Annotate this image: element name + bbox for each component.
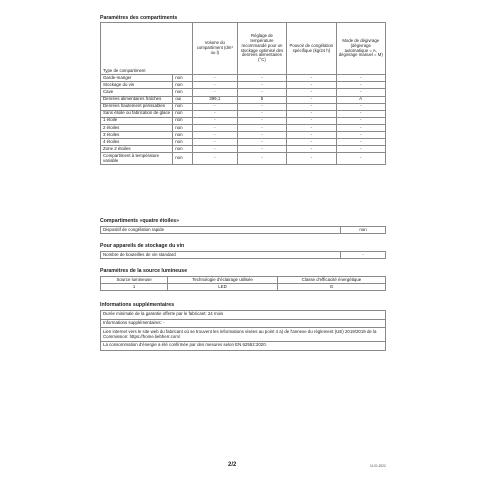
wine-bottles-value: -: [341, 252, 386, 259]
compartment-volume: -: [192, 132, 237, 139]
compartment-volume: -: [192, 117, 237, 124]
compartment-present: non: [173, 124, 193, 131]
compartment-name: 2 étoiles: [101, 124, 173, 131]
header-defrost: Mode de dégivrage (dégivrage automatique = A, dégivrage manuel = M): [336, 23, 386, 75]
light-class-value: G: [277, 284, 385, 291]
compartment-name: Sans étoile ou fabrication de glace: [101, 110, 173, 117]
compartment-present: non: [173, 146, 193, 153]
compartment-name: Denrées hautement périssables: [101, 103, 173, 110]
compartment-temp: -: [237, 146, 287, 153]
compartment-freeze: -: [287, 103, 336, 110]
compartment-volume: -: [192, 153, 237, 165]
compartment-defrost: -: [336, 75, 386, 82]
compartment-volume: -: [192, 89, 237, 96]
compartment-freeze: -: [287, 89, 336, 96]
compartment-volume: -: [192, 124, 237, 131]
link-description: Lien internet vers le site web du fabricant où se trouvent les informations visées au point 4 a) de l'annexe du règlement (UE) 2019/2019 de la Commission:: [103, 328, 377, 339]
compartment-freeze: -: [287, 132, 336, 139]
manufacturer-link[interactable]: https://home.liebherr.com/: [129, 333, 181, 339]
compartment-freeze: -: [287, 153, 336, 165]
compartments-table: [100, 22, 386, 165]
compartment-name: 3 étoiles: [101, 132, 173, 139]
compartment-defrost: A: [336, 96, 386, 103]
table-row: [101, 110, 386, 117]
compartment-defrost: -: [336, 103, 386, 110]
compartment-temp: -: [237, 124, 287, 131]
compartment-present: non: [173, 89, 193, 96]
light-header-row: [101, 277, 386, 284]
compartment-volume: -: [192, 82, 237, 89]
compartment-present: non: [173, 82, 193, 89]
compartment-name: Denrées alimentaires fraîches: [101, 96, 173, 103]
table-row: [101, 146, 386, 153]
compartment-name: Cave: [101, 89, 173, 96]
document-date: 11.01.2022: [370, 464, 386, 468]
light-header-class: Classe d'efficacité énergétique: [277, 277, 385, 284]
compartment-name: Compartiment à température variable: [101, 153, 173, 165]
compartment-freeze: -: [287, 117, 336, 124]
header-temp: Réglage de température recommandé pour un stockage optimisé des denrées alimentaires (°C): [237, 23, 287, 75]
light-source-value: 1: [101, 284, 168, 291]
extra-title: Informations supplémentaires: [100, 302, 175, 308]
energy-text: La consommation d'énergie a été confirmée par des mesures selon EN 62552:2020.: [101, 342, 386, 351]
extra-table: [100, 310, 386, 351]
compartment-freeze: -: [287, 124, 336, 131]
light-header-tech: Technologie d'éclairage utilisée: [168, 277, 278, 284]
table-row: [101, 139, 386, 146]
table-row: [101, 311, 386, 320]
compartment-present: non: [173, 139, 193, 146]
wine-table: [100, 251, 386, 259]
compartment-temp: -: [237, 75, 287, 82]
compartment-volume: 399,1: [192, 96, 237, 103]
compartment-present: non: [173, 103, 193, 110]
table-row: [101, 124, 386, 131]
compartment-defrost: -: [336, 89, 386, 96]
quick-freeze-label: Dispositif de congélation rapide: [101, 227, 341, 234]
compartment-temp: -: [237, 153, 287, 165]
compartment-defrost: -: [336, 110, 386, 117]
compartment-defrost: -: [336, 82, 386, 89]
compartment-temp: -: [237, 117, 287, 124]
four-star-title: Compartiments «quatre étoiles»: [100, 218, 179, 224]
compartment-name: Garde-manger: [101, 75, 173, 82]
compartment-temp: -: [237, 103, 287, 110]
compartment-present: non: [173, 117, 193, 124]
table-row: [101, 117, 386, 124]
compartment-temp: -: [237, 110, 287, 117]
compartment-present: non: [173, 153, 193, 165]
table-row: [101, 96, 386, 103]
header-volume: Volume du compartiment (dm³ ou l): [192, 23, 237, 75]
compartment-temp: -: [237, 89, 287, 96]
warranty-text: Durée minimale de la garantie offerte par le fabricant: 24 mois: [101, 311, 386, 320]
light-table: [100, 276, 386, 291]
compartment-temp: -: [237, 139, 287, 146]
table-row: [101, 319, 386, 328]
quick-freeze-value: non: [341, 227, 386, 234]
compartment-defrost: -: [336, 139, 386, 146]
compartment-temp: -: [237, 132, 287, 139]
compartment-present: non: [173, 132, 193, 139]
compartment-name: 4 étoiles: [101, 139, 173, 146]
compartment-volume: -: [192, 103, 237, 110]
light-header-source: Source lumineuse: [101, 277, 168, 284]
compartment-volume: -: [192, 110, 237, 117]
compartment-defrost: -: [336, 153, 386, 165]
table-row: [101, 75, 386, 82]
table-row: [101, 132, 386, 139]
compartments-body: [101, 75, 386, 165]
compartment-defrost: -: [336, 124, 386, 131]
compartment-name: Stockage du vin: [101, 82, 173, 89]
table-row: [101, 103, 386, 110]
light-tech-value: LED: [168, 284, 278, 291]
compartment-present: non: [173, 75, 193, 82]
table-row: [101, 153, 386, 165]
compartment-freeze: -: [287, 139, 336, 146]
light-value-row: [101, 284, 386, 291]
manufacturer-link-cell: [101, 328, 386, 342]
compartment-temp: -: [237, 82, 287, 89]
light-title: Paramètres de la source lumineuse: [100, 268, 188, 274]
compartment-volume: -: [192, 146, 237, 153]
table-row: [101, 227, 386, 234]
additional-info-text: Informations supplémentaires: -: [101, 319, 386, 328]
compartment-defrost: -: [336, 146, 386, 153]
page-number: 2/2: [228, 462, 237, 468]
compartment-freeze: -: [287, 146, 336, 153]
table-row: [101, 328, 386, 342]
wine-title: Pour appareils de stockage du vin: [100, 243, 185, 249]
compartments-header-row: [101, 23, 386, 75]
compartment-present: non: [173, 110, 193, 117]
header-type: Type de compartiment: [101, 23, 193, 75]
compartment-freeze: -: [287, 75, 336, 82]
table-row: [101, 89, 386, 96]
compartment-defrost: -: [336, 132, 386, 139]
compartment-temp: 5: [237, 96, 287, 103]
compartment-freeze: -: [287, 82, 336, 89]
compartment-volume: -: [192, 139, 237, 146]
compartment-present: oui: [173, 96, 193, 103]
compartment-freeze: -: [287, 110, 336, 117]
header-freeze: Pouvoir de congélation spécifique (kg/24 h): [287, 23, 336, 75]
table-row: [101, 82, 386, 89]
table-row: [101, 252, 386, 259]
table-row: [101, 342, 386, 351]
compartment-freeze: -: [287, 96, 336, 103]
wine-bottles-label: Nombre de bouteilles de vin standard: [101, 252, 341, 259]
four-star-table: [100, 226, 386, 234]
compartments-title: Paramètres des compartiments: [100, 15, 178, 21]
compartment-name: Zone 2 étoiles: [101, 146, 173, 153]
compartment-volume: -: [192, 75, 237, 82]
compartment-name: 1 étoile: [101, 117, 173, 124]
compartment-defrost: -: [336, 117, 386, 124]
